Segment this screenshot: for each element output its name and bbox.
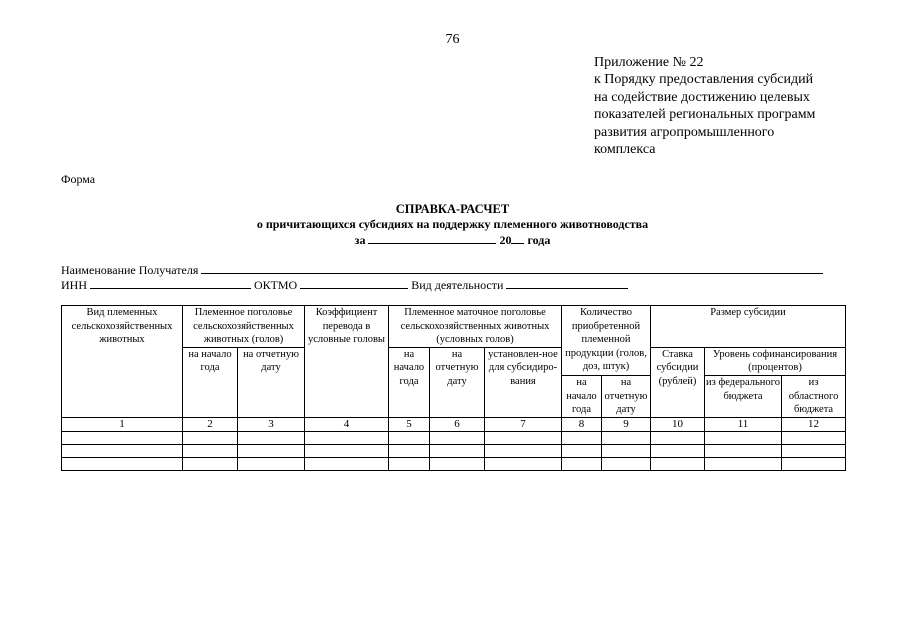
table-cell[interactable]: [389, 445, 430, 458]
table-cell[interactable]: [389, 432, 430, 445]
page-number: 76: [445, 32, 460, 47]
appendix-line: комплекса: [594, 142, 656, 158]
table-cell[interactable]: [305, 432, 389, 445]
table-cell[interactable]: [782, 445, 846, 458]
table-cell[interactable]: [183, 458, 238, 471]
header-breeding-females: Племенное маточное поголовье сельскохозяйственных животных (условных голов): [389, 306, 562, 348]
table-cell[interactable]: [430, 445, 485, 458]
table-cell[interactable]: [389, 458, 430, 471]
appendix-line: к Порядку предоставления субсидий: [594, 72, 814, 88]
column-number: 2: [183, 417, 238, 432]
column-number: 1: [62, 417, 183, 432]
appendix-line: на содействие достижению целевых: [594, 89, 810, 105]
column-numbers-row: [62, 417, 846, 432]
table-cell[interactable]: [562, 432, 602, 445]
header-animal-type: Вид племенных сельскохозяйственных животных: [62, 306, 183, 418]
table-cell[interactable]: [782, 432, 846, 445]
appendix-line: развития агропромышленного: [594, 124, 775, 140]
column-number: 3: [238, 417, 305, 432]
table-cell[interactable]: [183, 445, 238, 458]
table-cell[interactable]: [430, 458, 485, 471]
recipient-field[interactable]: [201, 262, 823, 274]
column-number: 9: [602, 417, 651, 432]
appendix-line: показателей региональных программ: [594, 107, 816, 123]
header-col9-report: на отчетную дату: [602, 375, 651, 417]
column-number: 11: [705, 417, 782, 432]
table-row: [62, 458, 846, 471]
header-federal-budget: из федерального бюджета: [705, 375, 782, 417]
recipient-label: Наименование Получателя: [61, 263, 199, 277]
table-cell[interactable]: [430, 432, 485, 445]
header-cofinancing: Уровень софинансирования (процентов): [705, 347, 846, 375]
table-cell[interactable]: [651, 445, 705, 458]
inn-row: [61, 277, 628, 293]
column-number: 5: [389, 417, 430, 432]
appendix-line: Приложение № 22: [594, 55, 704, 70]
table-cell[interactable]: [602, 445, 651, 458]
appendix-note: [594, 54, 815, 158]
inn-label: ИНН: [61, 278, 87, 292]
header-regional-budget: из областного бюджета: [782, 375, 846, 417]
table-cell[interactable]: [238, 432, 305, 445]
table-cell[interactable]: [62, 432, 183, 445]
header-purchased-products: Количество приобретенной племенной продукции (голов, доз, штук): [562, 306, 651, 376]
period-prefix: за: [354, 233, 366, 247]
table-cell[interactable]: [705, 458, 782, 471]
period-blank[interactable]: [368, 232, 496, 244]
column-number: 12: [782, 417, 846, 432]
period-year-prefix: 20: [499, 233, 512, 247]
table-cell[interactable]: [602, 432, 651, 445]
header-col7-established: установлен-ное для субсидиро-вания: [485, 347, 562, 417]
table-cell[interactable]: [62, 445, 183, 458]
table-cell[interactable]: [705, 445, 782, 458]
header-subsidy-size: Размер субсидии: [651, 306, 846, 348]
header-conversion-coef: Коэффициент перевода в условные головы: [305, 306, 389, 418]
calculation-table: [61, 305, 846, 471]
activity-field[interactable]: [506, 277, 628, 289]
period-suffix: года: [527, 233, 551, 247]
column-number: 6: [430, 417, 485, 432]
form-label: Форма: [61, 172, 96, 186]
title-period: [0, 232, 905, 248]
title-subtitle: о причитающихся субсидиях на поддержку племенного животноводства: [256, 217, 649, 231]
table-cell[interactable]: [305, 445, 389, 458]
column-number: 8: [562, 417, 602, 432]
table-cell[interactable]: [183, 432, 238, 445]
table-cell[interactable]: [238, 458, 305, 471]
year-blank[interactable]: [511, 232, 524, 244]
header-col2-start: на начало года: [183, 347, 238, 417]
header-breeding-stock: Племенное поголовье сельскохозяйственных животных (голов): [183, 306, 305, 348]
column-number: 10: [651, 417, 705, 432]
column-number: 4: [305, 417, 389, 432]
column-number: 7: [485, 417, 562, 432]
table-cell[interactable]: [782, 458, 846, 471]
inn-field[interactable]: [90, 277, 251, 289]
header-col6-report: на отчетную дату: [430, 347, 485, 417]
table-cell[interactable]: [238, 445, 305, 458]
table-cell[interactable]: [485, 445, 562, 458]
table-cell[interactable]: [62, 458, 183, 471]
title-main: СПРАВКА-РАСЧЕТ: [395, 202, 510, 216]
header-subsidy-rate: Ставка субсидии (рублей): [651, 347, 705, 417]
table-cell[interactable]: [562, 458, 602, 471]
oktmo-field[interactable]: [300, 277, 408, 289]
table-cell[interactable]: [305, 458, 389, 471]
header-col8-start: на начало года: [562, 375, 602, 417]
table-cell[interactable]: [705, 432, 782, 445]
header-col3-report: на отчетную дату: [238, 347, 305, 417]
table-cell[interactable]: [651, 458, 705, 471]
table-cell[interactable]: [602, 458, 651, 471]
table-cell[interactable]: [485, 458, 562, 471]
table-row: [62, 445, 846, 458]
header-col5-start: на начало года: [389, 347, 430, 417]
table-row: [62, 432, 846, 445]
table-cell[interactable]: [651, 432, 705, 445]
recipient-row: [61, 262, 823, 278]
table-cell[interactable]: [562, 445, 602, 458]
table-cell[interactable]: [485, 432, 562, 445]
activity-label: Вид деятельности: [411, 278, 504, 292]
document-title: [0, 202, 905, 248]
oktmo-label: ОКТМО: [254, 278, 298, 292]
